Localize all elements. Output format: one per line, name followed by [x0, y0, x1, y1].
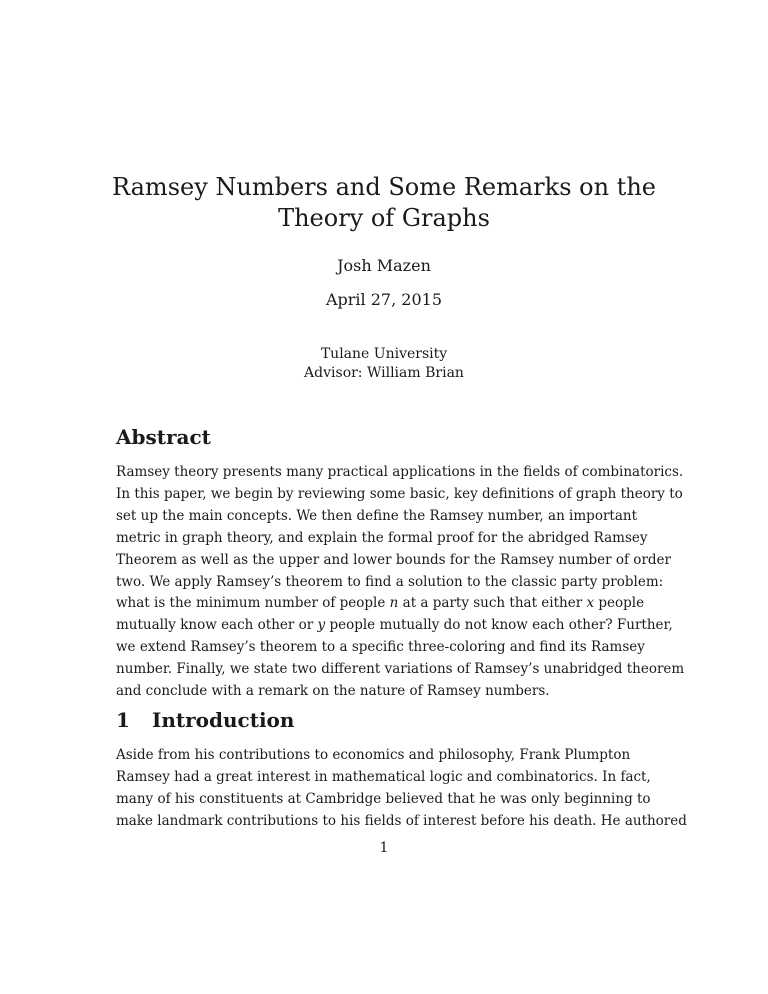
- abstract-heading: Abstract: [116, 425, 211, 449]
- author-name: Josh Mazen: [337, 256, 431, 275]
- page-number: 1: [379, 840, 389, 856]
- section-number: 1: [116, 708, 130, 732]
- intro-line: Ramsey had a great interest in mathematical logic and combinatorics. In fact,: [116, 768, 651, 785]
- abstract-line: number. Finally, we state two different variations of Ramsey’s unabridged theorem: [116, 661, 685, 678]
- abstract-line: two. We apply Ramsey’s theorem to find a solution to the classic party problem:: [116, 573, 664, 590]
- abstract-line: what is the minimum number of people n at a party such that either x people: [116, 595, 645, 612]
- institution: Tulane University: [320, 346, 448, 362]
- abstract-line: Theorem as well as the upper and lower bounds for the Ramsey number of order: [116, 551, 671, 568]
- abstract-line: Ramsey theory presents many practical applications in the fields of combinatorics.: [116, 464, 684, 480]
- advisor: Advisor: William Brian: [304, 365, 464, 381]
- abstract-line: metric in graph theory, and explain the formal proof for the abridged Ramsey: [116, 529, 648, 546]
- section-heading-introduction: [116, 708, 294, 732]
- intro-line: many of his constituents at Cambridge believed that he was only beginning to: [116, 790, 651, 807]
- abstract-line: mutually know each other or y people mutually do not know each other? Further,: [116, 617, 673, 634]
- abstract-line: set up the main concepts. We then define the Ramsey number, an important: [116, 507, 637, 524]
- publication-date: April 27, 2015: [325, 290, 442, 309]
- abstract-body: [116, 462, 685, 703]
- introduction-body: [116, 745, 687, 833]
- title-line-1: Ramsey Numbers and Some Remarks on the: [112, 173, 656, 201]
- paper-title: [110, 172, 658, 234]
- section-title: Introduction: [152, 708, 295, 732]
- intro-line: make landmark contributions to his fields of interest before his death. He authored: [116, 812, 687, 829]
- abstract-line: we extend Ramsey’s theorem to a specific three-coloring and find its Ramsey: [116, 639, 645, 656]
- abstract-line: and conclude with a remark on the nature of Ramsey numbers.: [116, 683, 550, 700]
- intro-line: Aside from his contributions to economics and philosophy, Frank Plumpton: [116, 747, 631, 763]
- title-line-2: Theory of Graphs: [278, 204, 490, 232]
- abstract-line: In this paper, we begin by reviewing some basic, key definitions of graph theory to: [116, 485, 683, 502]
- affiliation-block: [0, 345, 768, 383]
